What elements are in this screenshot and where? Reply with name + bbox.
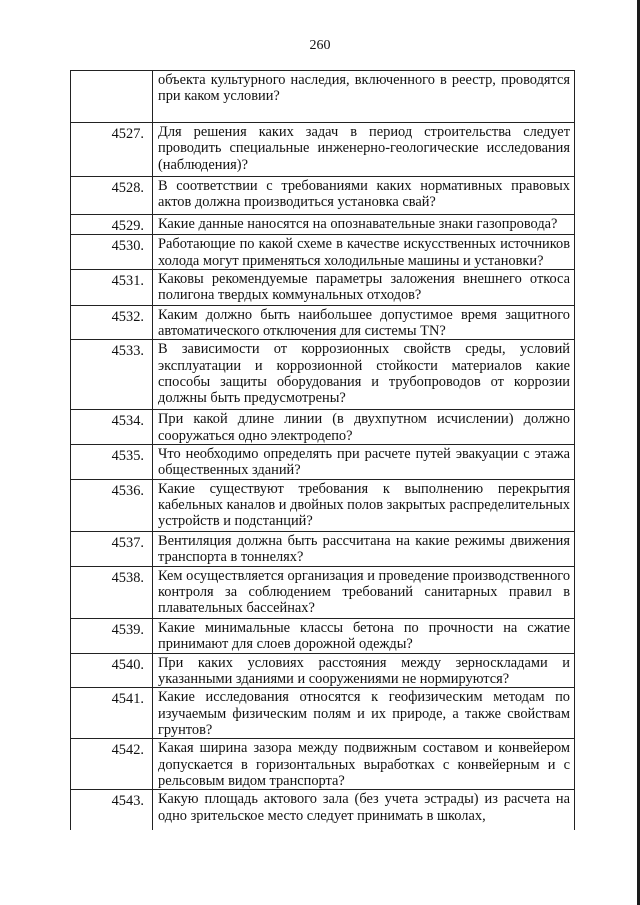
question-number: 4542. [71, 739, 153, 790]
question-text: Каковы рекомендуемые параметры заложения внешнего откоса полигона твердых коммунальных отходов? [153, 269, 575, 305]
question-text: объекта культурного наследия, включенного в реестр, проводятся при каком условии? [153, 71, 575, 123]
question-number: 4527. [71, 123, 153, 177]
question-text: Какие исследования относятся к геофизическим методам по изучаемым физическим полям и их природе, а также свойствам грунтов? [153, 688, 575, 739]
questions-table [70, 70, 575, 830]
question-text: В соответствии с требованиями каких нормативных правовых актов должна производиться установка свай? [153, 177, 575, 215]
table-row [71, 71, 575, 123]
question-number: 4538. [71, 566, 153, 618]
table-row [71, 123, 575, 177]
question-text: При каких условиях расстояния между зерноскладами и указанными зданиями и сооружениями не нормируются? [153, 653, 575, 688]
question-number: 4533. [71, 340, 153, 410]
table-row [71, 479, 575, 531]
table-row [71, 410, 575, 445]
question-text: Работающие по какой схеме в качестве искусственных источников холода могут применяться холодильные машины и установки? [153, 235, 575, 270]
question-number: 4540. [71, 653, 153, 688]
page-number: 260 [309, 38, 331, 53]
table-row [71, 445, 575, 480]
question-number: 4537. [71, 531, 153, 566]
question-text: Для решения каких задач в период строительства следует проводить специальные инженерно-геологические исследования (наблюдения)? [153, 123, 575, 177]
table-row [71, 305, 575, 340]
table-row [71, 653, 575, 688]
question-text: При какой длине линии (в двухпутном исчислении) должно сооружаться одно электродепо? [153, 410, 575, 445]
question-number: 4530. [71, 235, 153, 270]
table-row [71, 688, 575, 739]
question-text: Что необходимо определять при расчете путей эвакуации с этажа общественных зданий? [153, 445, 575, 480]
question-number: 4532. [71, 305, 153, 340]
question-number: 4541. [71, 688, 153, 739]
table-row [71, 566, 575, 618]
question-number [71, 71, 153, 123]
questions-table-body [71, 71, 575, 830]
question-text: Каким должно быть наибольшее допустимое время защитного автоматического отключения для системы TN? [153, 305, 575, 340]
table-row [71, 790, 575, 830]
question-text: Какие минимальные классы бетона по прочности на сжатие принимают для слоев дорожной одежды? [153, 618, 575, 653]
question-number: 4535. [71, 445, 153, 480]
question-text: Какую площадь актового зала (без учета эстрады) из расчета на одно зрительское место следует принимать в школах, [153, 790, 575, 830]
question-text: Вентиляция должна быть рассчитана на какие режимы движения транспорта в тоннелях? [153, 531, 575, 566]
table-row [71, 177, 575, 215]
question-text: В зависимости от коррозионных свойств среды, условий эксплуатации и коррозионной стойкости материалов какие способы защиты оборудования и трубопроводов от коррозии должны быть предусмотрены? [153, 340, 575, 410]
question-number: 4529. [71, 215, 153, 235]
table-row [71, 215, 575, 235]
table-row [71, 340, 575, 410]
question-number: 4543. [71, 790, 153, 830]
table-row [71, 235, 575, 270]
table-row [71, 531, 575, 566]
question-text: Кем осуществляется организация и проведение производственного контроля за соблюдением требований санитарных правил в плавательных бассейнах? [153, 566, 575, 618]
table-row [71, 269, 575, 305]
question-number: 4528. [71, 177, 153, 215]
question-text: Какие существуют требования к выполнению перекрытия кабельных каналов и двойных полов закрытых распределительных устройств и подстанций? [153, 479, 575, 531]
question-number: 4531. [71, 269, 153, 305]
question-number: 4539. [71, 618, 153, 653]
table-row [71, 739, 575, 790]
question-number: 4536. [71, 479, 153, 531]
question-number: 4534. [71, 410, 153, 445]
question-text: Какая ширина зазора между подвижным составом и конвейером допускается в горизонтальных выработках с конвейерным и с рельсовым видом транспорта? [153, 739, 575, 790]
question-text: Какие данные наносятся на опознавательные знаки газопровода? [153, 215, 575, 235]
table-row [71, 618, 575, 653]
